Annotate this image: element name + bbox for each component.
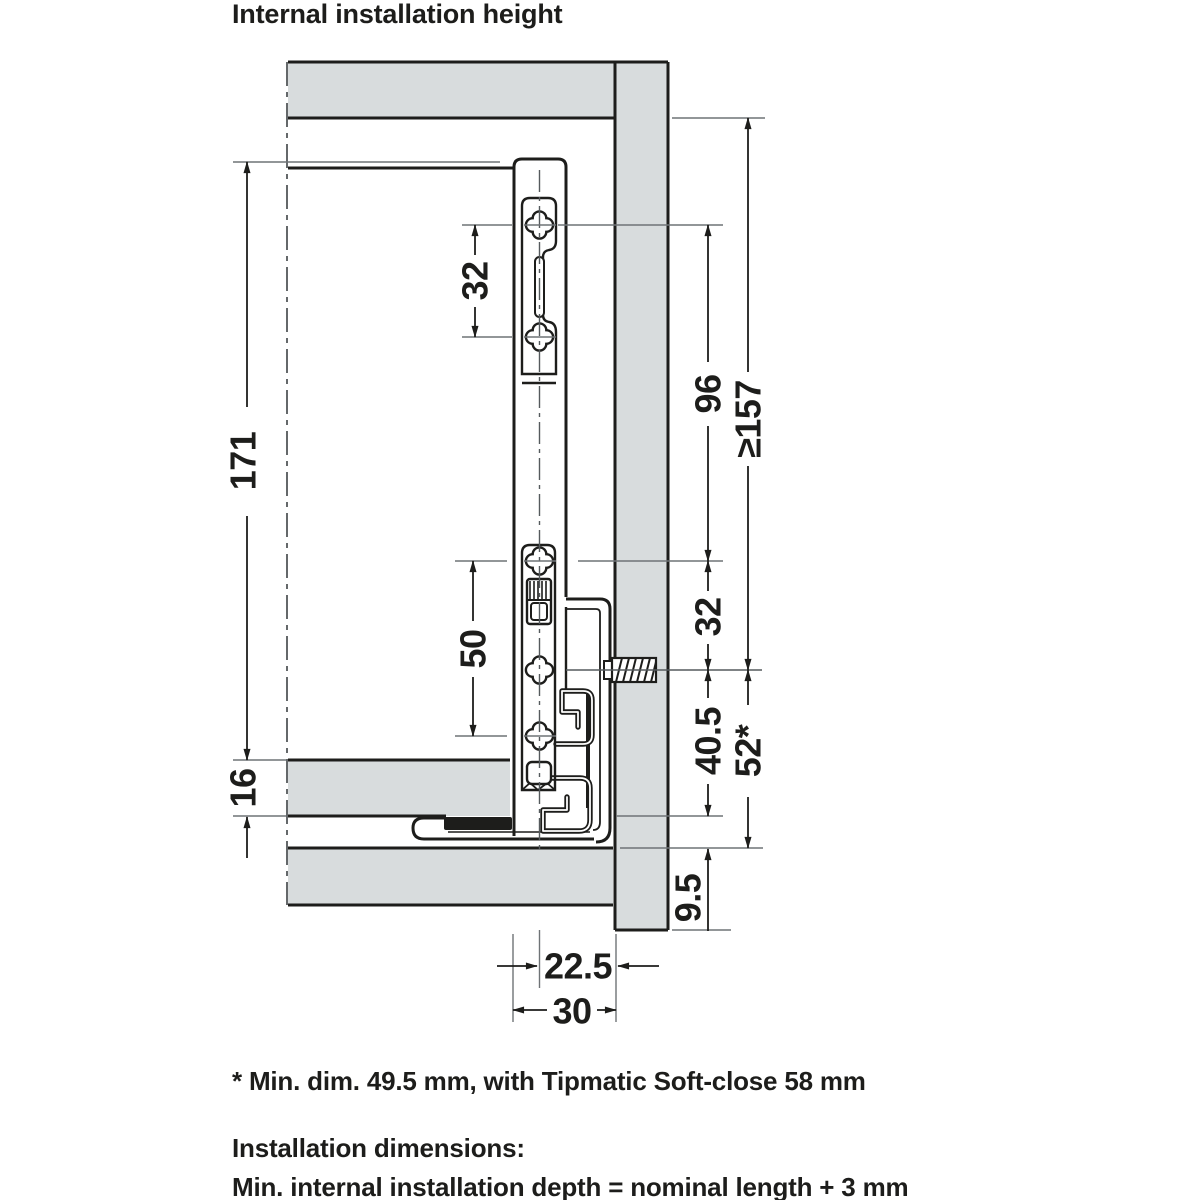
dimension-52 (728, 670, 769, 848)
footnote: * Min. dim. 49.5 mm, with Tipmatic Soft-close 58 mm (232, 1066, 866, 1096)
dimension-22-5 (497, 946, 659, 987)
drawer-bottom-panel (288, 760, 510, 816)
dim-label-22-5: 22.5 (543, 945, 613, 987)
dimension-16 (223, 768, 264, 858)
dim-label-16: 16 (222, 768, 264, 808)
dimension-min157 (728, 118, 769, 670)
dimension-96 (688, 225, 729, 561)
dimension-32-top (455, 225, 496, 337)
dim-label-9-5: 9.5 (667, 873, 709, 923)
installation-heading: Installation dimensions: (232, 1133, 525, 1163)
dim-label-32-right: 32 (687, 597, 729, 637)
dimension-32-right (688, 561, 729, 670)
installation-rule: Min. internal installation depth = nominal length + 3 mm (232, 1172, 909, 1200)
dim-label-30: 30 (552, 990, 592, 1032)
dim-label-40-5: 40.5 (687, 706, 729, 776)
dimension-9-5 (668, 849, 709, 931)
dimension-30 (513, 991, 616, 1032)
slide-runner-foot (413, 817, 594, 839)
dim-label-32-top: 32 (454, 261, 496, 301)
dimension-50 (453, 561, 494, 736)
cabinet-back-panel (615, 62, 668, 930)
dim-label-171: 171 (222, 431, 264, 491)
dim-label-min157: ≥157 (727, 380, 769, 458)
page-title: Internal installation height (232, 0, 563, 29)
cabinet-bottom-panel (288, 848, 613, 905)
dim-label-96: 96 (687, 374, 729, 414)
dim-label-50: 50 (452, 629, 494, 669)
dimension-40-5 (688, 670, 729, 816)
dimension-171 (223, 162, 264, 760)
dim-label-52: 52* (727, 724, 769, 778)
cabinet-top-panel (288, 62, 615, 118)
